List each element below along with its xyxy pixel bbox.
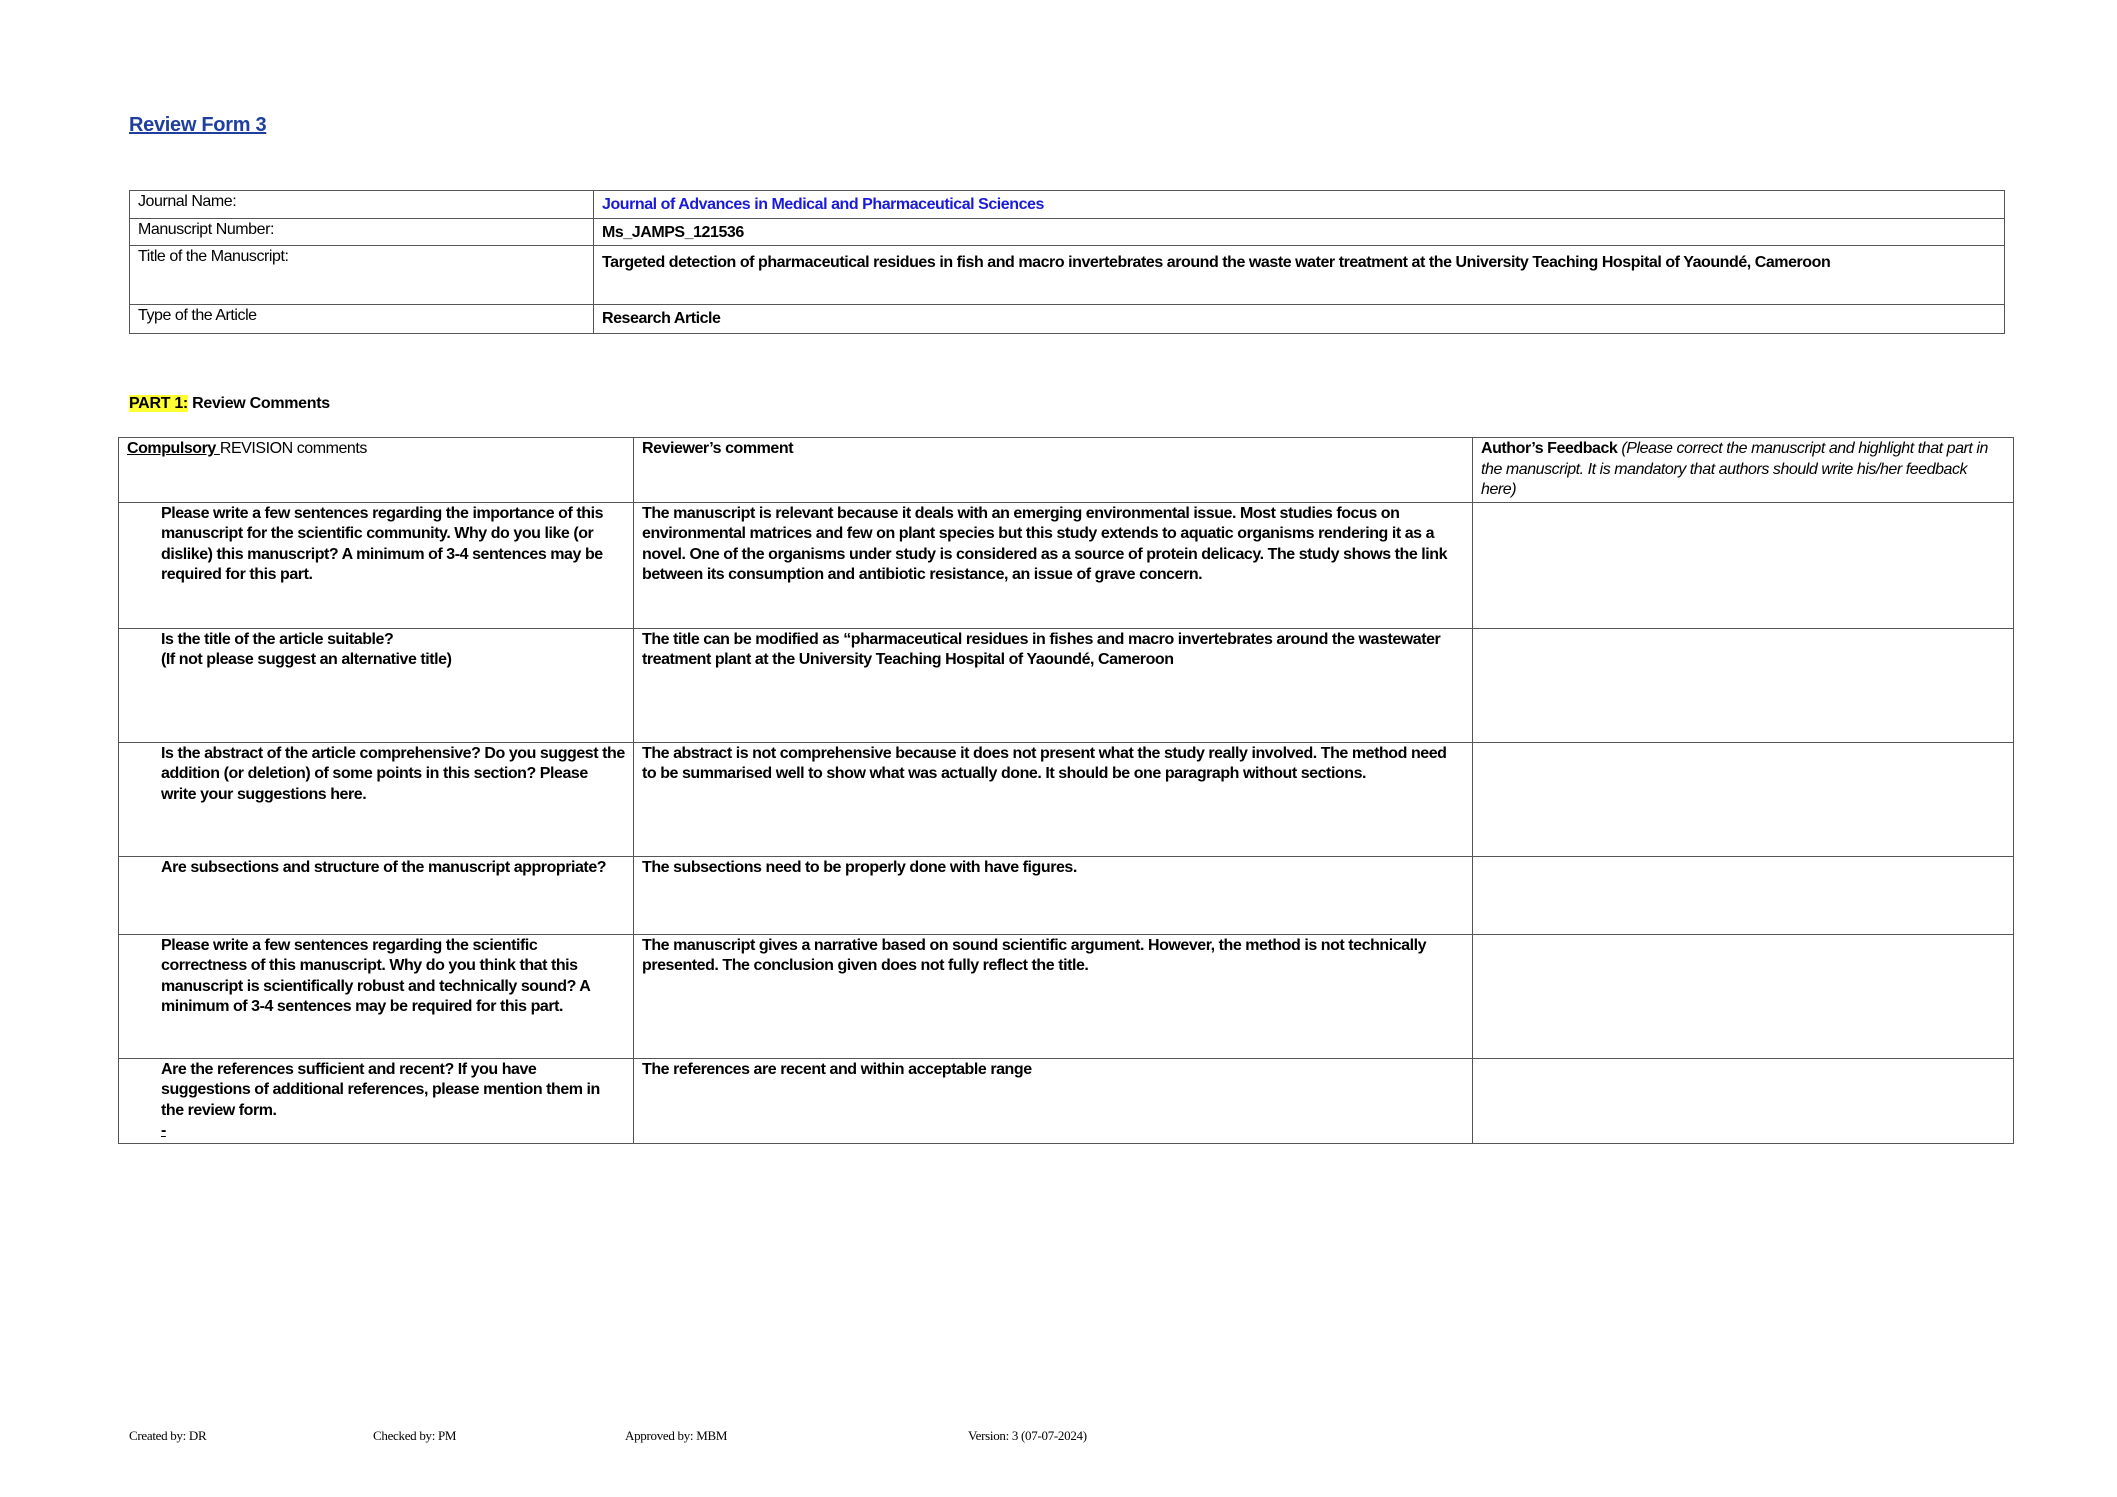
author-feedback-cell[interactable] xyxy=(1473,502,2014,628)
table-row xyxy=(119,502,2014,628)
manuscript-info-table xyxy=(129,190,2005,334)
form-title[interactable]: Review Form 3 xyxy=(129,114,267,136)
table-row xyxy=(119,628,2014,742)
reviewer-comment: The manuscript is relevant because it deals with an emerging environmental issue. Most studies focus on environmental matrices and few on plant species but this study extends to aquatic organisms rendering it as a novel. One of the organisms under study is considered as a source of protein delicacy. The study shows the link between its consumption and antibiotic resistance, an issue of grave concern. xyxy=(634,502,1473,628)
manuscript-title-row xyxy=(130,246,2005,305)
manuscript-number-row xyxy=(130,219,2005,246)
revision-comments-label: REVISION comments xyxy=(219,440,367,457)
author-feedback-cell[interactable] xyxy=(1473,742,2014,856)
author-feedback-cell[interactable] xyxy=(1473,934,2014,1058)
author-feedback-cell[interactable] xyxy=(1473,1058,2014,1143)
table-row xyxy=(119,934,2014,1058)
reviewer-comment: The subsections need to be properly done with have figures. xyxy=(634,856,1473,934)
part-heading xyxy=(129,395,330,413)
article-type-row xyxy=(130,305,2005,334)
footer-created-by: Created by: DR xyxy=(129,1428,207,1443)
header-compulsory xyxy=(119,438,634,503)
reviewer-comment: The references are recent and within acceptable range xyxy=(634,1058,1473,1143)
table-row xyxy=(119,856,2014,934)
manuscript-number-label: Manuscript Number: xyxy=(130,219,594,246)
journal-label: Journal Name: xyxy=(130,191,594,219)
question-extra: - xyxy=(161,1122,166,1139)
manuscript-title-label: Title of the Manuscript: xyxy=(130,246,594,305)
question: Please write a few sentences regarding the scientific correctness of this manuscript. Why do you think that this manuscript is scientifically robust and technically sound? A minimum of 3-4 sentences may be required for this part. xyxy=(119,934,634,1058)
question: Is the title of the article suitable? (If not please suggest an alternative title) xyxy=(119,628,634,742)
question: Are subsections and structure of the manuscript appropriate? xyxy=(119,856,634,934)
footer-approved-by: Approved by: MBM xyxy=(625,1428,728,1443)
reviewer-comment: The manuscript gives a narrative based on sound scientific argument. However, the method is not technically presented. The conclusion given does not fully reflect the title. xyxy=(634,934,1473,1058)
question: Please write a few sentences regarding the importance of this manuscript for the scientific community. Why do you like (or dislike) this manuscript? A minimum of 3-4 sentences may be required for this part. xyxy=(119,502,634,628)
author-feedback-cell[interactable] xyxy=(1473,628,2014,742)
author-feedback-label: Author’s Feedback xyxy=(1481,440,1622,457)
journal-value: Journal of Advances in Medical and Pharmaceutical Sciences xyxy=(594,191,2005,219)
question: Is the abstract of the article comprehensive? Do you suggest the addition (or deletion) of some points in this section? Please write your suggestions here. xyxy=(119,742,634,856)
article-type-label: Type of the Article xyxy=(130,305,594,334)
manuscript-number-value: Ms_JAMPS_121536 xyxy=(594,219,2005,246)
journal-row xyxy=(130,191,2005,219)
part-title: Review Comments xyxy=(187,395,330,412)
compulsory-label: Compulsory xyxy=(127,440,220,457)
author-feedback-instruction: (Please correct the manuscript and highlight that part in the manuscript. It is mandatory that authors should write his/her feedback here) xyxy=(1481,440,1988,498)
question: Are the references sufficient and recent? If you have suggestions of additional references, please mention them in the review form. xyxy=(161,1060,600,1119)
part-label: PART 1: xyxy=(129,395,188,412)
question-cell xyxy=(119,1058,634,1143)
article-type-value: Research Article xyxy=(594,305,2005,334)
table-header-row xyxy=(119,438,2014,503)
header-author-feedback xyxy=(1473,438,2014,503)
author-feedback-cell[interactable] xyxy=(1473,856,2014,934)
footer-checked-by: Checked by: PM xyxy=(373,1428,457,1443)
table-row xyxy=(119,742,2014,856)
manuscript-title-value: Targeted detection of pharmaceutical residues in fish and macro invertebrates around the waste water treatment at the University Teaching Hospital of Yaoundé, Cameroon xyxy=(594,246,2005,305)
reviewer-comment: The title can be modified as “pharmaceutical residues in fishes and macro invertebrates around the wastewater treatment plant at the University Teaching Hospital of Yaoundé, Cameroon xyxy=(634,628,1473,742)
reviewer-comment: The abstract is not comprehensive because it does not present what the study really involved. The method need to be summarised well to show what was actually done. It should be one paragraph without sections. xyxy=(634,742,1473,856)
review-comments-table xyxy=(118,437,2014,1144)
footer-version: Version: 3 (07-07-2024) xyxy=(968,1428,1087,1443)
header-reviewer-comment: Reviewer’s comment xyxy=(634,438,1473,503)
table-row xyxy=(119,1058,2014,1143)
